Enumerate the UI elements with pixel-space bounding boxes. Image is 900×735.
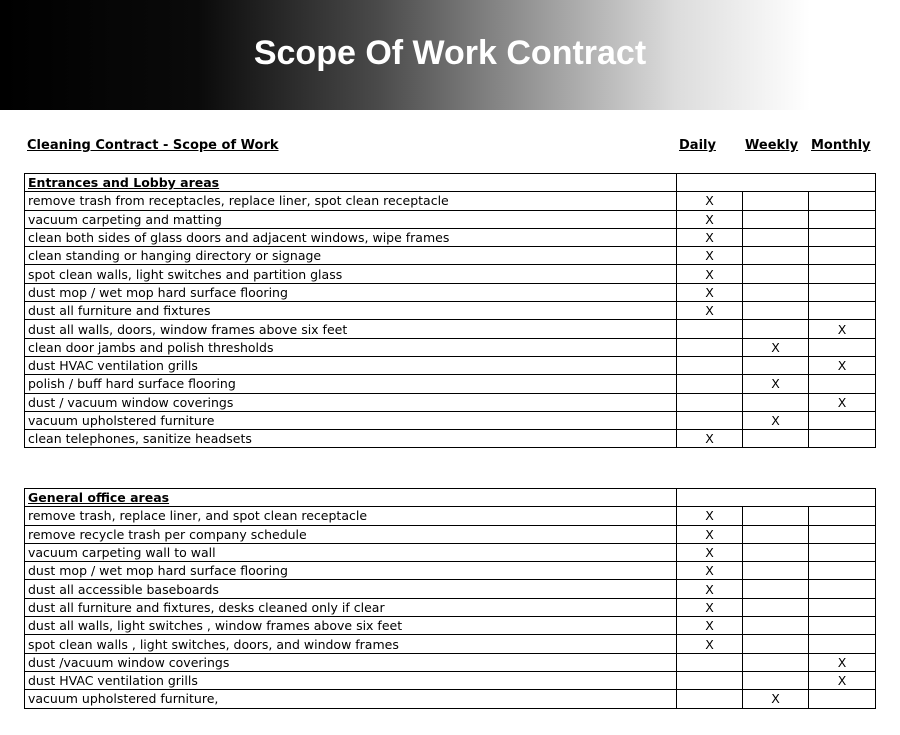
monthly-mark-cell bbox=[809, 375, 876, 393]
weekly-mark-cell bbox=[743, 228, 809, 246]
weekly-mark-cell bbox=[743, 562, 809, 580]
entrances-lobby-table bbox=[24, 173, 876, 448]
table-row bbox=[25, 375, 876, 393]
task-description: vacuum upholstered furniture bbox=[25, 411, 677, 429]
daily-mark-cell: X bbox=[677, 210, 743, 228]
table-row bbox=[25, 210, 876, 228]
task-description: dust all walls, doors, window frames above six feet bbox=[25, 320, 677, 338]
daily-mark-cell bbox=[677, 671, 743, 689]
daily-mark-cell: X bbox=[677, 192, 743, 210]
weekly-mark-cell: X bbox=[743, 411, 809, 429]
document-title: Scope Of Work Contract bbox=[253, 34, 647, 72]
monthly-mark-cell bbox=[809, 247, 876, 265]
monthly-mark-cell bbox=[809, 617, 876, 635]
monthly-mark-cell: X bbox=[809, 356, 876, 374]
task-description: polish / buff hard surface flooring bbox=[25, 375, 677, 393]
table-row bbox=[25, 265, 876, 283]
section-header-row bbox=[25, 489, 876, 507]
daily-mark-cell bbox=[677, 320, 743, 338]
task-description: vacuum carpeting wall to wall bbox=[25, 543, 677, 561]
task-description: dust all furniture and fixtures bbox=[25, 302, 677, 320]
daily-mark-cell: X bbox=[677, 617, 743, 635]
monthly-mark-cell: X bbox=[809, 671, 876, 689]
weekly-mark-cell bbox=[743, 430, 809, 448]
table-row bbox=[25, 617, 876, 635]
task-description: clean telephones, sanitize headsets bbox=[25, 430, 677, 448]
weekly-mark-cell bbox=[743, 320, 809, 338]
table-row bbox=[25, 507, 876, 525]
table-row bbox=[25, 393, 876, 411]
table-row bbox=[25, 580, 876, 598]
monthly-mark-cell bbox=[809, 302, 876, 320]
table-row bbox=[25, 543, 876, 561]
table-row bbox=[25, 598, 876, 616]
weekly-mark-cell bbox=[743, 247, 809, 265]
table-row bbox=[25, 562, 876, 580]
task-description: dust HVAC ventilation grills bbox=[25, 671, 677, 689]
task-description: dust all walls, light switches , window frames above six feet bbox=[25, 617, 677, 635]
task-description: spot clean walls, light switches and partition glass bbox=[25, 265, 677, 283]
table-row bbox=[25, 283, 876, 301]
column-header-monthly: Monthly bbox=[811, 138, 871, 153]
task-description: dust mop / wet mop hard surface flooring bbox=[25, 283, 677, 301]
section-title: General office areas bbox=[25, 489, 677, 507]
weekly-mark-cell bbox=[743, 635, 809, 653]
daily-mark-cell bbox=[677, 375, 743, 393]
section-header-blank bbox=[677, 174, 876, 192]
monthly-mark-cell: X bbox=[809, 320, 876, 338]
monthly-mark-cell bbox=[809, 543, 876, 561]
weekly-mark-cell bbox=[743, 192, 809, 210]
monthly-mark-cell bbox=[809, 580, 876, 598]
section-header-blank bbox=[677, 489, 876, 507]
table-row bbox=[25, 338, 876, 356]
table-row bbox=[25, 247, 876, 265]
task-description: remove trash from receptacles, replace liner, spot clean receptacle bbox=[25, 192, 677, 210]
task-description: clean door jambs and polish thresholds bbox=[25, 338, 677, 356]
weekly-mark-cell bbox=[743, 653, 809, 671]
weekly-mark-cell bbox=[743, 598, 809, 616]
title-banner bbox=[0, 0, 900, 110]
section-title: Entrances and Lobby areas bbox=[25, 174, 677, 192]
task-description: clean standing or hanging directory or signage bbox=[25, 247, 677, 265]
task-description: remove trash, replace liner, and spot clean receptacle bbox=[25, 507, 677, 525]
table-row bbox=[25, 653, 876, 671]
monthly-mark-cell bbox=[809, 283, 876, 301]
section-header-row bbox=[25, 174, 876, 192]
task-description: dust all accessible baseboards bbox=[25, 580, 677, 598]
weekly-mark-cell bbox=[743, 302, 809, 320]
task-description: dust mop / wet mop hard surface flooring bbox=[25, 562, 677, 580]
task-description: spot clean walls , light switches, doors, and window frames bbox=[25, 635, 677, 653]
daily-mark-cell bbox=[677, 411, 743, 429]
table-row bbox=[25, 635, 876, 653]
monthly-mark-cell bbox=[809, 265, 876, 283]
monthly-mark-cell bbox=[809, 635, 876, 653]
daily-mark-cell: X bbox=[677, 635, 743, 653]
monthly-mark-cell: X bbox=[809, 653, 876, 671]
monthly-mark-cell bbox=[809, 228, 876, 246]
table-row bbox=[25, 356, 876, 374]
daily-mark-cell bbox=[677, 653, 743, 671]
table-row bbox=[25, 302, 876, 320]
table-row bbox=[25, 525, 876, 543]
monthly-mark-cell bbox=[809, 192, 876, 210]
daily-mark-cell: X bbox=[677, 507, 743, 525]
table-row bbox=[25, 320, 876, 338]
task-description: dust all furniture and fixtures, desks cleaned only if clear bbox=[25, 598, 677, 616]
monthly-mark-cell bbox=[809, 690, 876, 708]
daily-mark-cell: X bbox=[677, 430, 743, 448]
table-row bbox=[25, 690, 876, 708]
task-description: dust /vacuum window coverings bbox=[25, 653, 677, 671]
weekly-mark-cell: X bbox=[743, 338, 809, 356]
table-row bbox=[25, 430, 876, 448]
weekly-mark-cell bbox=[743, 393, 809, 411]
daily-mark-cell: X bbox=[677, 302, 743, 320]
task-description: dust / vacuum window coverings bbox=[25, 393, 677, 411]
monthly-mark-cell bbox=[809, 525, 876, 543]
daily-mark-cell: X bbox=[677, 228, 743, 246]
daily-mark-cell: X bbox=[677, 580, 743, 598]
daily-mark-cell: X bbox=[677, 543, 743, 561]
daily-mark-cell: X bbox=[677, 283, 743, 301]
daily-mark-cell: X bbox=[677, 598, 743, 616]
task-description: remove recycle trash per company schedule bbox=[25, 525, 677, 543]
monthly-mark-cell bbox=[809, 210, 876, 228]
daily-mark-cell: X bbox=[677, 562, 743, 580]
weekly-mark-cell: X bbox=[743, 375, 809, 393]
table-row bbox=[25, 192, 876, 210]
task-description: dust HVAC ventilation grills bbox=[25, 356, 677, 374]
daily-mark-cell: X bbox=[677, 247, 743, 265]
monthly-mark-cell bbox=[809, 430, 876, 448]
task-description: vacuum upholstered furniture, bbox=[25, 690, 677, 708]
weekly-mark-cell bbox=[743, 356, 809, 374]
weekly-mark-cell bbox=[743, 265, 809, 283]
weekly-mark-cell: X bbox=[743, 690, 809, 708]
monthly-mark-cell bbox=[809, 562, 876, 580]
daily-mark-cell: X bbox=[677, 525, 743, 543]
weekly-mark-cell bbox=[743, 525, 809, 543]
table-row bbox=[25, 228, 876, 246]
monthly-mark-cell bbox=[809, 507, 876, 525]
daily-mark-cell bbox=[677, 338, 743, 356]
contract-subtitle: Cleaning Contract - Scope of Work bbox=[27, 138, 279, 153]
weekly-mark-cell bbox=[743, 507, 809, 525]
table-row bbox=[25, 671, 876, 689]
table-row bbox=[25, 411, 876, 429]
weekly-mark-cell bbox=[743, 543, 809, 561]
monthly-mark-cell bbox=[809, 338, 876, 356]
weekly-mark-cell bbox=[743, 283, 809, 301]
daily-mark-cell bbox=[677, 356, 743, 374]
column-header-weekly: Weekly bbox=[745, 138, 799, 153]
task-description: clean both sides of glass doors and adjacent windows, wipe frames bbox=[25, 228, 677, 246]
weekly-mark-cell bbox=[743, 210, 809, 228]
column-header-daily: Daily bbox=[679, 138, 716, 153]
daily-mark-cell bbox=[677, 690, 743, 708]
task-description: vacuum carpeting and matting bbox=[25, 210, 677, 228]
weekly-mark-cell bbox=[743, 617, 809, 635]
monthly-mark-cell bbox=[809, 411, 876, 429]
general-office-table bbox=[24, 488, 876, 709]
daily-mark-cell: X bbox=[677, 265, 743, 283]
daily-mark-cell bbox=[677, 393, 743, 411]
weekly-mark-cell bbox=[743, 671, 809, 689]
monthly-mark-cell bbox=[809, 598, 876, 616]
weekly-mark-cell bbox=[743, 580, 809, 598]
monthly-mark-cell: X bbox=[809, 393, 876, 411]
